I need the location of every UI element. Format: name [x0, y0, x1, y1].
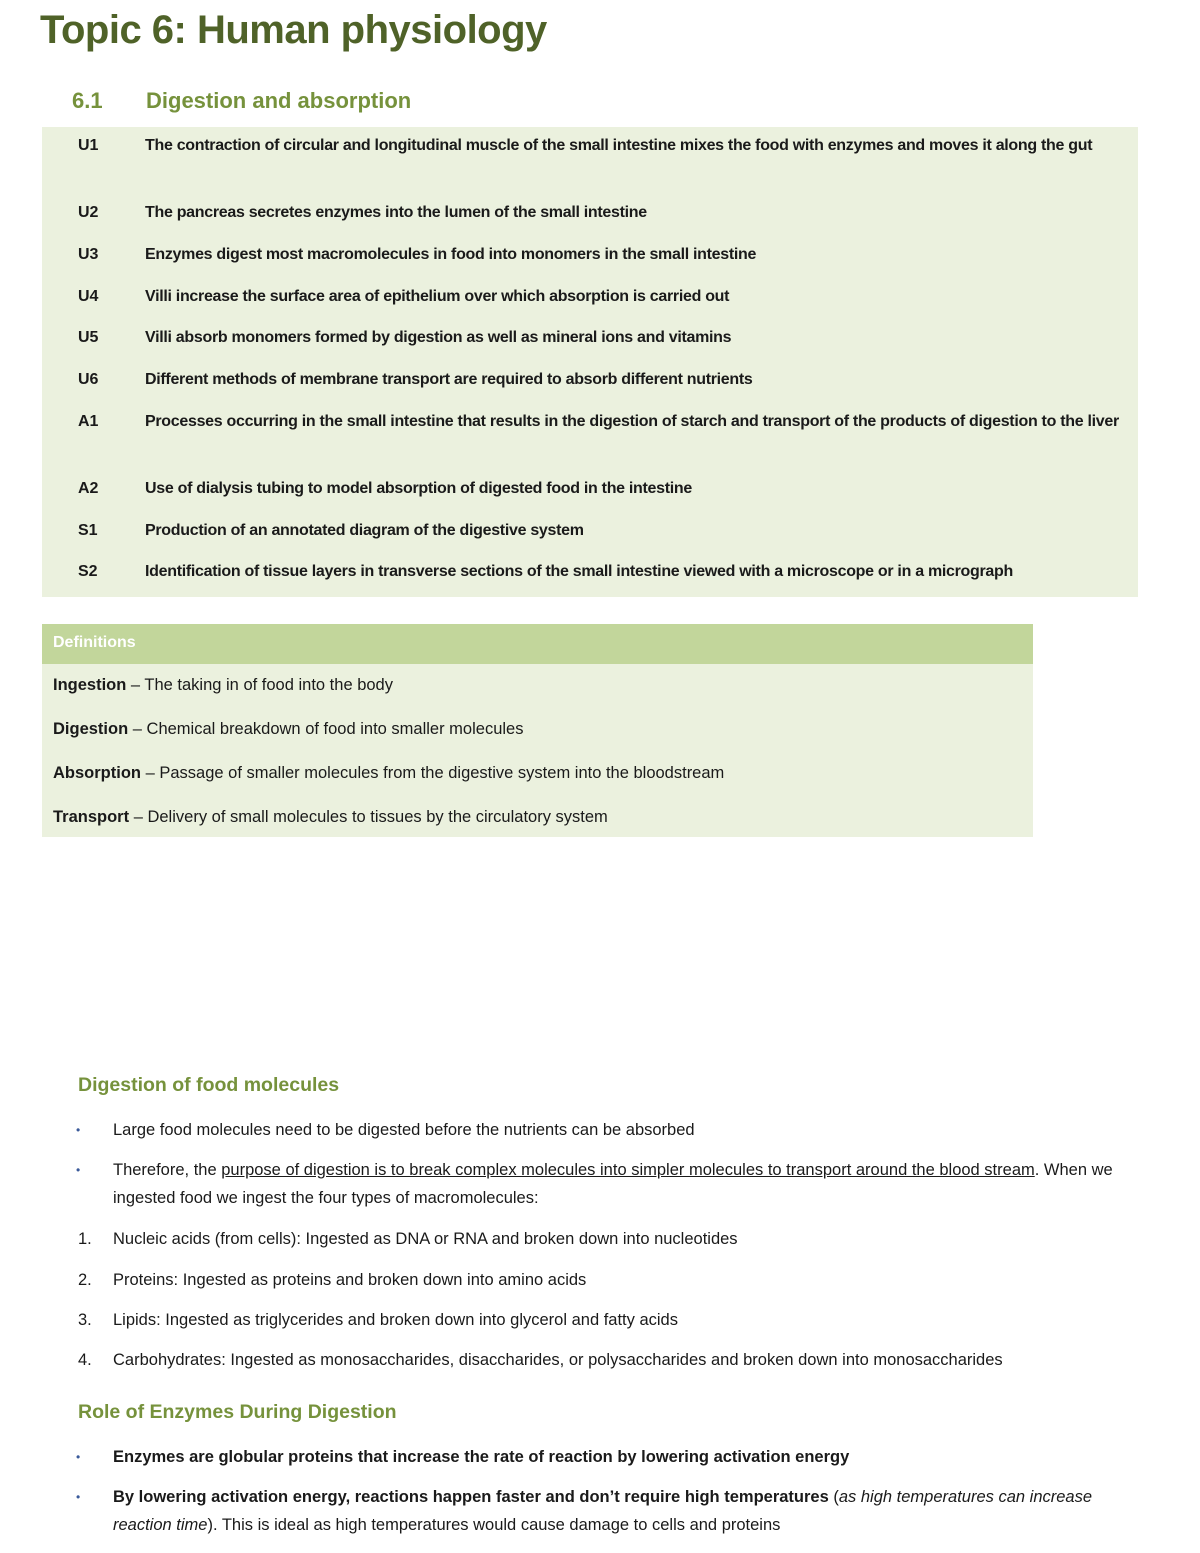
definition-text: Passage of smaller molecules from the digestive system into the bloodstream: [159, 764, 725, 782]
underlined-text: purpose of digestion is to break complex molecules into simpler molecules to transport around the blood stream: [221, 1161, 1035, 1179]
list-number: 3.: [78, 1311, 92, 1329]
definition-item: [53, 762, 724, 784]
syllabus-code: A1: [78, 413, 99, 430]
digestion-heading: Digestion of food molecules: [78, 1074, 340, 1096]
definition-item: [53, 718, 523, 740]
definition-text: The taking in of food into the body: [144, 676, 393, 694]
list-text: Nucleic acids (from cells): Ingested as DNA or RNA and broken down into nucleotides: [113, 1230, 738, 1248]
bullet-text: Large food molecules need to be digested before the nutrients can be absorbed: [113, 1121, 695, 1139]
syllabus-text: Different methods of membrane transport are required to absorb different nutrients: [145, 371, 753, 388]
definition-text: Delivery of small molecules to tissues by the circulatory system: [147, 808, 608, 826]
syllabus-code: U4: [78, 288, 99, 305]
list-text: Carbohydrates: Ingested as monosaccharides, disaccharides, or polysaccharides and broken down into monosaccharides: [113, 1351, 1003, 1369]
definition-separator: –: [128, 720, 147, 738]
syllabus-text: The pancreas secretes enzymes into the lumen of the small intestine: [145, 204, 647, 221]
definition-text: Chemical breakdown of food into smaller molecules: [146, 720, 524, 738]
syllabus-text: Production of an annotated diagram of the digestive system: [145, 522, 584, 539]
definition-separator: –: [126, 676, 145, 694]
syllabus-text: Villi absorb monomers formed by digestion as well as mineral ions and vitamins: [145, 329, 732, 346]
syllabus-text: Identification of tissue layers in transverse sections of the small intestine viewed with a microscope or in a micrograph: [145, 563, 1013, 580]
list-number: 2.: [78, 1271, 92, 1289]
definitions-header: Definitions: [42, 624, 1033, 664]
enzymes-heading: Role of Enzymes During Digestion: [78, 1401, 397, 1423]
bullet-icon: •: [76, 1123, 81, 1137]
section-heading: [72, 88, 411, 114]
definition-term: Absorption: [53, 764, 141, 782]
syllabus-code: U3: [78, 246, 99, 263]
bullet-icon: •: [76, 1490, 81, 1504]
syllabus-text: Villi increase the surface area of epithelium over which absorption is carried out: [145, 288, 730, 305]
definition-item: [53, 806, 608, 828]
section-number: 6.1: [72, 88, 103, 113]
bullet-text: By lowering activation energy, reactions happen faster and don’t require high temperatures (as high temperatures can increase reaction time). This is ideal as high temperatures would cause damage to cells and proteins: [113, 1488, 1093, 1534]
syllabus-code: U6: [78, 371, 99, 388]
list-number: 4.: [78, 1351, 92, 1369]
definition-item: [53, 674, 393, 696]
syllabus-code: U1: [78, 137, 99, 154]
syllabus-code: S1: [78, 522, 98, 539]
definition-term: Transport: [53, 808, 130, 826]
bullet-icon: •: [76, 1450, 81, 1464]
list-number: 1.: [78, 1230, 92, 1248]
bullet-text: Enzymes are globular proteins that increase the rate of reaction by lowering activation energy: [113, 1448, 850, 1466]
definition-term: Ingestion: [53, 676, 127, 694]
italic-text: as high temperatures can increase reaction time: [113, 1488, 1093, 1534]
page-title: Topic 6: Human physiology: [40, 8, 547, 52]
syllabus-table: [42, 127, 1138, 597]
syllabus-text: Use of dialysis tubing to model absorption of digested food in the intestine: [145, 480, 692, 497]
syllabus-code: U5: [78, 329, 99, 346]
syllabus-code: S2: [78, 563, 98, 580]
list-text: Lipids: Ingested as triglycerides and broken down into glycerol and fatty acids: [113, 1311, 678, 1329]
syllabus-code: A2: [78, 480, 99, 497]
bullet-icon: •: [76, 1163, 81, 1177]
syllabus-code: U2: [78, 204, 99, 221]
list-text: Proteins: Ingested as proteins and broken down into amino acids: [113, 1271, 587, 1289]
syllabus-text: The contraction of circular and longitudinal muscle of the small intestine mixes the food with enzymes and moves it along the gut: [145, 137, 1093, 154]
bullet-text: Therefore, the purpose of digestion is to break complex molecules into simpler molecules to transport around the blood stream. When we ingested food we ingest the four types of macromolecules:: [113, 1161, 1113, 1207]
section-title: Digestion and absorption: [146, 88, 412, 113]
definition-separator: –: [141, 764, 160, 782]
syllabus-text: Enzymes digest most macromolecules in food into monomers in the small intestine: [145, 246, 757, 263]
definition-separator: –: [129, 808, 148, 826]
syllabus-text: Processes occurring in the small intestine that results in the digestion of starch and transport of the products of digestion to the liver: [145, 413, 1119, 430]
definition-term: Digestion: [53, 720, 129, 738]
definitions-table: [42, 624, 1033, 837]
